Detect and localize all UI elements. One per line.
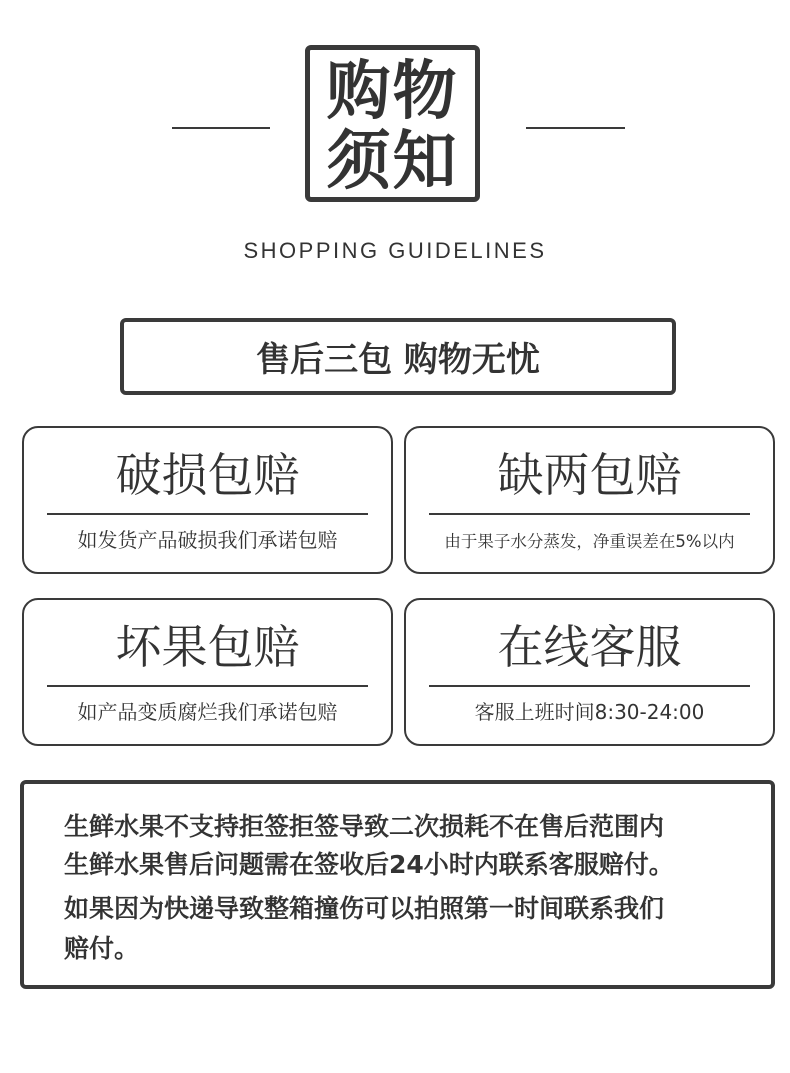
card-title: 破损包赔 [115, 448, 300, 502]
card-description: 由于果子水分蒸发，净重误差在5%以内 [444, 532, 735, 551]
page-subtitle: SHOPPING GUIDELINES [243, 238, 547, 263]
page-title-line-2: 须知 [326, 125, 459, 199]
card-description: 如产品变质腐烂我们承诺包赔 [77, 700, 338, 724]
card-divider [47, 513, 368, 515]
notice-line-2: 生鲜水果售后问题需在签收后24小时内联系客服赔付。 [64, 850, 674, 879]
card-description: 如发货产品破损我们承诺包赔 [77, 528, 338, 552]
policy-card-rotten[interactable] [22, 598, 393, 746]
notice-line-1: 生鲜水果不支持拒签拒签导致二次损耗不在售后范围内 [64, 812, 665, 841]
page-title-line-1: 购物 [326, 55, 459, 129]
card-title: 坏果包赔 [115, 620, 300, 674]
card-divider [47, 685, 368, 687]
notice-line-4: 赔付。 [64, 934, 140, 963]
card-divider [429, 685, 750, 687]
header-right-rule [526, 127, 625, 129]
card-description: 客服上班时间8:30-24:00 [474, 700, 705, 724]
policy-card-customer-service[interactable] [404, 598, 775, 746]
card-title: 在线客服 [497, 620, 682, 674]
after-sales-notice [20, 780, 775, 989]
page-title-box [305, 45, 480, 202]
notice-line-3: 如果因为快递导致整箱撞伤可以拍照第一时间联系我们 [64, 894, 665, 923]
card-title: 缺两包赔 [497, 448, 682, 502]
after-sales-banner: 售后三包 购物无忧 [120, 318, 676, 395]
card-divider [429, 513, 750, 515]
header-left-rule [172, 127, 270, 129]
policy-card-weight[interactable] [404, 426, 775, 574]
policy-card-damage[interactable] [22, 426, 393, 574]
